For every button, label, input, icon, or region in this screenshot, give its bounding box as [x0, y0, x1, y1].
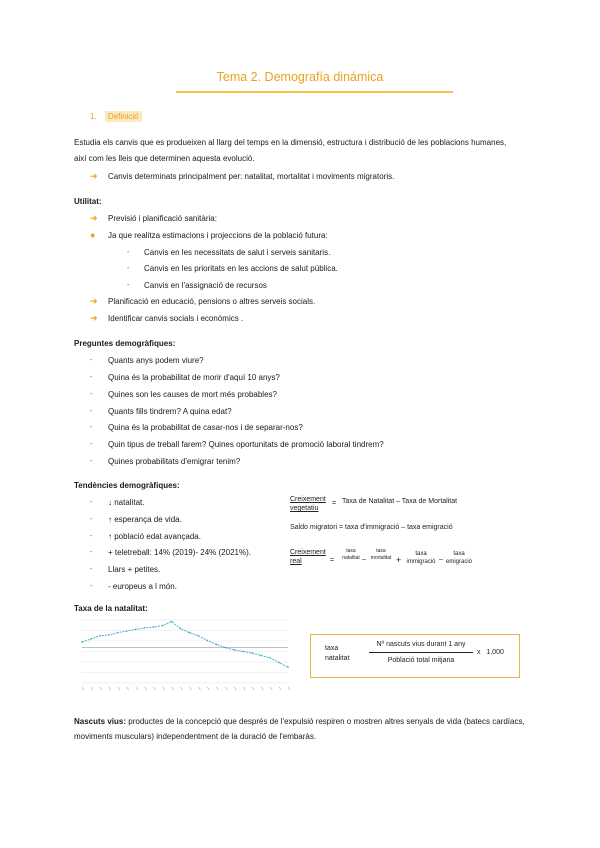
dash-icon: -: [90, 458, 93, 465]
x-tick: [270, 687, 272, 690]
data-point: [180, 628, 182, 630]
x-tick: [252, 687, 254, 690]
series-line: [82, 622, 288, 668]
data-point: [171, 621, 173, 623]
data-point: [162, 625, 164, 627]
x-tick: [109, 687, 111, 690]
dash-icon: -: [90, 533, 93, 540]
formula-numerator: Nº nascuts vius durant 1 any: [376, 641, 466, 648]
dash-icon: -: [90, 499, 93, 506]
arrow-icon: ➔: [90, 296, 98, 306]
data-point: [135, 629, 137, 631]
data-point: [260, 655, 262, 657]
data-point: [251, 652, 253, 654]
x-tick: [145, 687, 147, 690]
title-underline: [176, 91, 453, 93]
x-tick: [82, 687, 84, 690]
equals-sign: =: [332, 500, 337, 507]
arrow-icon: ➔: [90, 313, 98, 323]
formula-multiplier: x 1.000: [477, 649, 504, 656]
data-point: [269, 657, 271, 659]
data-point: [207, 640, 209, 642]
data-point: [81, 641, 83, 643]
data-point: [216, 644, 218, 646]
saldo-migratori-formula: Saldo migratori = taxa d'immigració – taxa emigració: [290, 524, 453, 531]
dash-icon: -: [127, 282, 130, 289]
preguntes-heading: Preguntes demogràfiques:: [74, 339, 176, 348]
x-tick: [181, 687, 183, 690]
taxa-immigracio-term: taxa immigració: [406, 551, 436, 565]
data-point: [90, 638, 92, 640]
section-heading-definicio: [90, 111, 142, 122]
taxa-natalitat-term: taxa natalitat: [342, 548, 360, 561]
creixement-real-label: Creixement real: [290, 549, 326, 565]
natality-chart: [72, 612, 294, 697]
x-tick: [207, 687, 209, 690]
section-label: Definició: [105, 111, 142, 122]
x-tick: [288, 687, 290, 690]
x-tick: [118, 687, 120, 690]
dash-icon: -: [90, 374, 93, 381]
page-title: Tema 2. Demografía dinámica: [216, 70, 384, 84]
data-point: [153, 626, 155, 628]
x-tick: [234, 687, 236, 690]
dash-icon: -: [90, 549, 93, 556]
data-point: [126, 630, 128, 632]
intro-line-1: Estudia els canvis que es produeixen al llarg del temps en la dimensió, estructura i distribució de les poblacions humanes,: [74, 138, 507, 147]
nascuts-vius-term: Nascuts vius:: [74, 717, 127, 726]
data-point: [233, 649, 235, 651]
dash-icon: -: [90, 441, 93, 448]
x-tick: [136, 687, 138, 690]
x-tick: [225, 687, 227, 690]
data-point: [144, 627, 146, 629]
nascuts-vius-definition: productes de la concepció que després de l'expulsió respiren o mostren altres senyals de vida (batecs cardíacs,: [126, 717, 525, 726]
arrow-icon: ➔: [90, 171, 98, 181]
dash-icon: -: [90, 516, 93, 523]
formula-denominator: Població total mitjana: [387, 657, 455, 664]
creixement-vegetatiu-label: Creixement vegetatiu: [290, 496, 326, 512]
x-tick: [163, 687, 165, 690]
bullet-icon: ●: [90, 230, 96, 240]
x-tick: [261, 687, 263, 690]
x-tick: [172, 687, 174, 690]
x-tick: [189, 687, 191, 690]
utilitat-heading: Utilitat:: [74, 197, 102, 206]
equals-sign: =: [330, 557, 335, 564]
x-tick: [216, 687, 218, 690]
data-point: [278, 662, 280, 664]
data-point: [225, 647, 227, 649]
intro-line-2: així com les lleis que determinen aquesta evolució.: [74, 154, 255, 163]
nascuts-vius-line-1: [74, 716, 525, 728]
plus-sign: +: [396, 555, 402, 565]
x-tick: [127, 687, 129, 690]
dash-icon: -: [90, 424, 93, 431]
x-tick: [154, 687, 156, 690]
creixement-vegetatiu-formula: Taxa de Natalitat – Taxa de Mortalitat: [342, 498, 458, 505]
dash-icon: -: [90, 583, 93, 590]
data-point: [287, 666, 289, 668]
dash-icon: -: [127, 265, 130, 272]
data-point: [99, 635, 101, 637]
formula-box: [310, 634, 520, 678]
dash-icon: -: [90, 357, 93, 364]
minus-sign: –: [362, 556, 366, 563]
box-label: taxa natalitat: [325, 645, 350, 662]
taxa-mortalitat-term: taxa mortalitat: [370, 548, 392, 561]
x-tick: [243, 687, 245, 690]
dash-icon: -: [90, 408, 93, 415]
x-tick: [279, 687, 281, 690]
data-point: [117, 632, 119, 634]
section-number: 1.: [90, 112, 97, 121]
fraction-bar: [369, 652, 473, 653]
nascuts-vius-line-2: moviments musculars) independentment de la duració de l'embaràs.: [74, 732, 317, 741]
x-tick: [198, 687, 200, 690]
taxa-natalitat-heading: Taxa de la natalitat:: [74, 604, 148, 613]
data-point: [189, 632, 191, 634]
taxa-emigracio-term: taxa emigració: [445, 551, 472, 565]
dash-icon: -: [127, 249, 130, 256]
data-point: [242, 651, 244, 653]
arrow-icon: ➔: [90, 213, 98, 223]
x-tick: [100, 687, 102, 690]
dash-icon: -: [90, 391, 93, 398]
dash-icon: -: [90, 566, 93, 573]
data-point: [108, 634, 110, 636]
tendencies-heading: Tendències demogràfiques:: [74, 481, 180, 490]
data-point: [198, 635, 200, 637]
minus-sign: –: [439, 556, 443, 563]
x-tick: [91, 687, 93, 690]
